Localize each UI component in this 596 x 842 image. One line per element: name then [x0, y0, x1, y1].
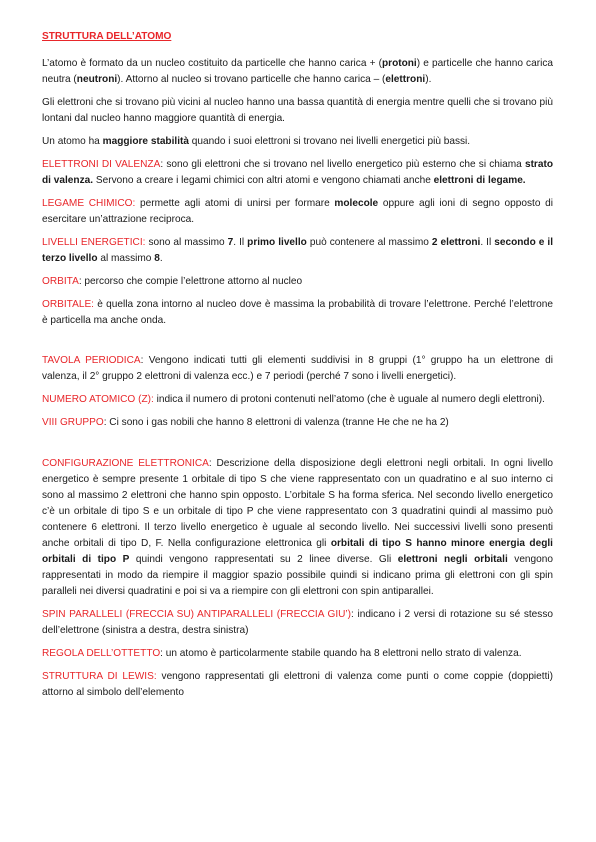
- definition-numero-atomico: NUMERO ATOMICO (Z): indica il numero di protoni contenuti nell’atomo (che è uguale al numero degli elettroni).: [42, 394, 545, 405]
- definition-configurazione-elettronica: CONFIGURAZIONE ELETTRONICA: Descrizione della disposizione degli elettroni negli orbitali. In ogni livello energetico è sempre presente 1 orbitale di tipo S che viene rappresentato con un quadratino e al suo interno ci sono al massimo 2 elettroni che hanno spin opposto. L’orbitale S ha forma sferica. Nel secondo livello energetico c’è un orbitale di tipo S e un orbitale di tipo P che viene rappresentato con 3 quadratini quindi al massimo può contenere 6 elettroni. Il terzo livello energetico è uguale al secondo livello. Nei successivi livelli sono presenti anche orbitali di tipo D, F. Nella configurazione elettronica gli orbitali di tipo S hanno minore energia degli orbitali di tipo P quindi vengono rappresentati su 2 linee diverse. Gli elettroni negli orbitali vengono rappresentati in modo da riempire il maggior spazio possibile quindi si indicano prima gli elettroni con gli spin paralleli nei diversi quadratini e poi si va a riempire con gli elettroni con spin antiparallei.: [42, 458, 553, 597]
- term-label: STRUTTURA DI LEWIS:: [42, 671, 157, 682]
- section-spacer: [42, 336, 553, 353]
- term-label: LIVELLI ENERGETICI:: [42, 237, 146, 248]
- term-label: CONFIGURAZIONE ELETTRONICA: [42, 458, 209, 469]
- definition-livelli-energetici: LIVELLI ENERGETICI: sono al massimo 7. Il primo livello può contenere al massimo 2 elettroni. Il secondo e il terzo livello al massimo 8.: [42, 237, 553, 264]
- definition-struttura-lewis: STRUTTURA DI LEWIS: vengono rappresentati gli elettroni di valenza come punti o come coppie (doppietti) attorno al simbolo dell’elemento: [42, 671, 553, 698]
- term-label: TAVOLA PERIODICA: [42, 355, 141, 366]
- term-label: REGOLA DELL’OTTETTO: [42, 648, 161, 659]
- definition-spin: SPIN PARALLELI (FRECCIA SU) ANTIPARALLELI (FRECCIA GIU’): indicano i 2 versi di rotazione su sé stesso dell’elettrone (sinistra a destra, destra sinistra): [42, 609, 553, 636]
- definition-elettroni-di-valenza: ELETTRONI DI VALENZA: sono gli elettroni che si trovano nel livello energetico più esterno che si chiama strato di valenza. Servono a creare i legami chimici con altri atomi e vengono chiamati anche elettroni di legame.: [42, 159, 553, 186]
- definition-viii-gruppo: VIII GRUPPO: Ci sono i gas nobili che hanno 8 elettroni di valenza (tranne He che ne ha 2): [42, 417, 449, 428]
- term-label: NUMERO ATOMICO (Z):: [42, 394, 154, 405]
- definition-orbitale: ORBITALE: è quella zona intorno al nucleo dove è massima la probabilità di trovare l’elettrone. Perché l’elettrone è particella ma anche onda.: [42, 299, 553, 326]
- definition-legame-chimico: LEGAME CHIMICO: permette agli atomi di unirsi per formare molecole oppure agli ioni di segno opposto di esercitare un’attrazione reciproca.: [42, 198, 553, 225]
- term-label: VIII GRUPPO: [42, 417, 104, 428]
- paragraph-atomo: L’atomo è formato da un nucleo costituito da particelle che hanno carica + (protoni) e particelle che hanno carica neutra (neutroni). Attorno al nucleo si trovano particelle che hanno carica – (elettroni).: [42, 58, 553, 85]
- paragraph-elettroni-energia: Gli elettroni che si trovano più vicini al nucleo hanno una bassa quantità di energia mentre quelli che si trovano più lontani dal nucleo hanno maggiore quantità di energia.: [42, 97, 553, 124]
- term-label: LEGAME CHIMICO:: [42, 198, 136, 209]
- term-label: ELETTRONI DI VALENZA: [42, 159, 161, 170]
- term-label: ORBITA: [42, 276, 79, 287]
- definition-regola-ottetto: REGOLA DELL’OTTETTO: un atomo è particolarmente stabile quando ha 8 elettroni nello strato di valenza.: [42, 648, 522, 659]
- definition-orbita: ORBITA: percorso che compie l’elettrone attorno al nucleo: [42, 276, 303, 287]
- term-label: ORBITALE:: [42, 299, 94, 310]
- paragraph-stabilita: Un atomo ha maggiore stabilità quando i suoi elettroni si trovano nei livelli energetici più bassi.: [42, 136, 471, 147]
- definition-tavola-periodica: TAVOLA PERIODICA: Vengono indicati tutti gli elementi suddivisi in 8 gruppi (1° gruppo ha un elettrone di valenza, il 2° gruppo 2 elettroni di valenza ecc.) e 7 periodi (perché 7 sono i livelli energetici).: [42, 355, 554, 382]
- section-spacer: [42, 438, 553, 456]
- term-label: SPIN PARALLELI (FRECCIA SU) ANTIPARALLELI (FRECCIA GIU’): [42, 609, 352, 620]
- page-title: STRUTTURA DELL’ATOMO: [42, 31, 172, 42]
- document-page: [42, 29, 553, 708]
